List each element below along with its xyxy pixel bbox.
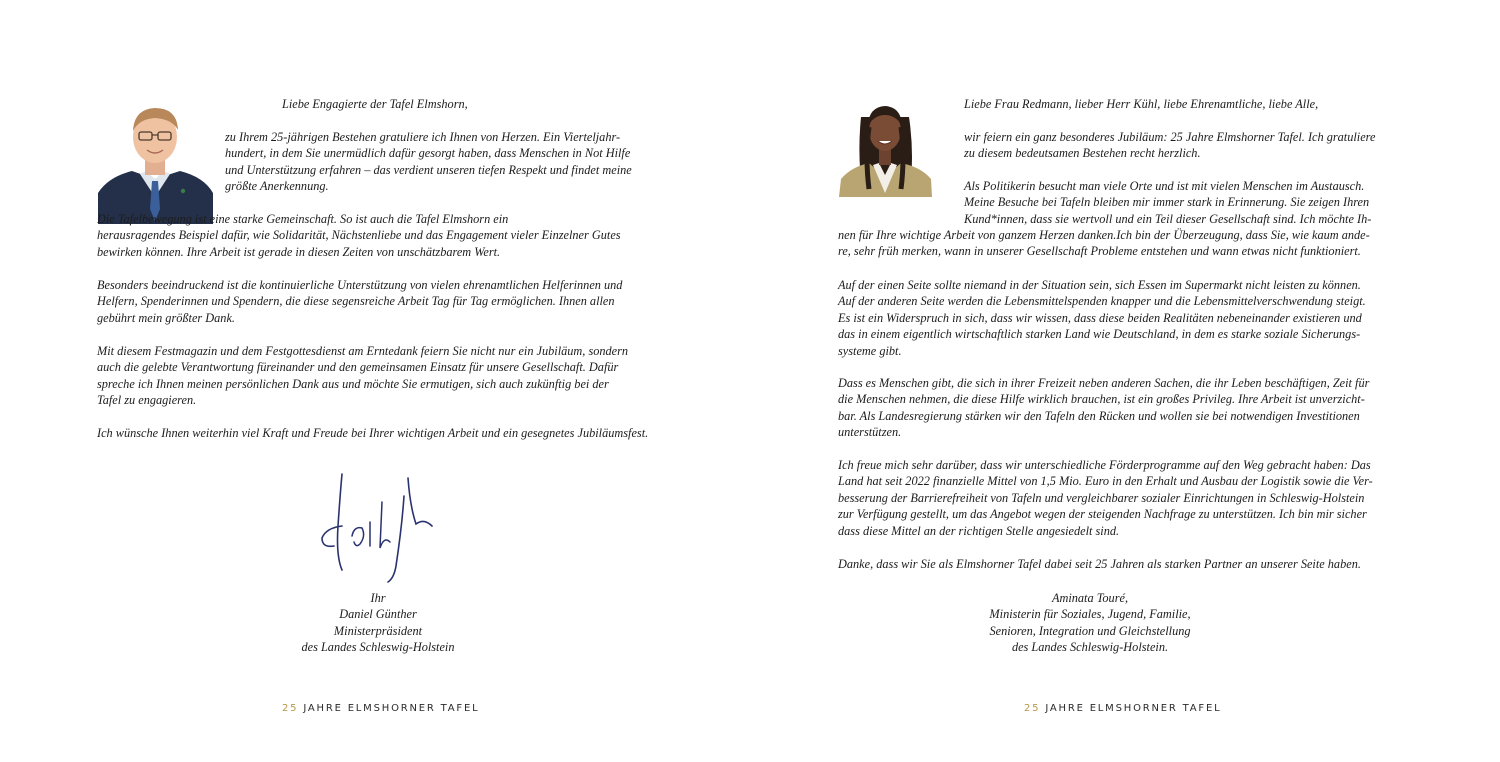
body-paragraph: Danke, dass wir Sie als Elmshorner Tafel dabei seit 25 Jahren als starken Partner an unserer Seite haben. <box>838 557 1361 571</box>
body-paragraph: Auf der einen Seite sollte niemand in der Situation sein, sich Essen im Supermarkt nicht leisten zu können. Auf der anderen Seite werden die Lebensmittelspenden knapper und die Lebensmittelverschwendung steigt. Es ist ein Widerspruch in sich, dass wir wissen, dass diese beiden Realitäten nebeneinander existieren und das in einem eigentlich wirtschaftlich starken Land wie Deutschland, in dem es starke soziale Sicherungs- systeme gibt. <box>838 278 1366 358</box>
body-paragraph: wir feiern ein ganz besonderes Jubiläum: 25 Jahre Elmshorner Tafel. Ich gratuliere zu diesem bedeutsamen Bestehen recht herzlich. <box>964 130 1376 161</box>
closing-block <box>228 590 528 656</box>
footer-number: 25 <box>1024 703 1041 714</box>
portrait-photo-aminata-toure <box>839 97 932 197</box>
body-paragraph: nen für Ihre wichtige Arbeit von ganzem Herzen danken.Ich bin der Überzeugung, dass Sie, wie kaum ande- re, sehr früh merken, wann in unserer Gesellschaft Probleme entstehen und wann etwas nicht funktioniert. <box>838 228 1370 259</box>
page-footer <box>282 703 479 714</box>
signatory-name: Daniel Günther <box>339 607 417 622</box>
body-paragraph: Ich wünsche Ihnen weiterhin viel Kraft und Freude bei Ihrer wichtigen Arbeit und ein gesegnetes Jubiläumsfest. <box>97 426 649 440</box>
body-paragraph: Dass es Menschen gibt, die sich in ihrer Freizeit neben anderen Sachen, die ihr Leben beschäftigen, Zeit für die Menschen nehmen, die diese Hilfe wirklich brauchen, ist ein großes Privileg. Ihre Arbeit ist unverzicht- bar. Als Landesregierung stärken wir den Tafeln den Rücken und wollen sie bei notwendigen Investitionen unterstützen. <box>838 376 1370 440</box>
body-paragraph: zu Ihrem 25-jährigen Bestehen gratuliere ich Ihnen von Herzen. Ein Vierteljahr- hundert, in dem Sie unermüdlich dafür gesorgt haben, dass Menschen in Not Hilfe und Unterstützung erfahren – das verdient unseren tiefen Respekt und findet meine größte Anerkennung. <box>225 130 632 194</box>
handwritten-signature <box>312 466 452 586</box>
footer-text: JAHRE ELMSHORNER TAFEL <box>303 703 480 714</box>
signatory-institution: des Landes Schleswig-Holstein <box>301 640 455 655</box>
portrait-photo-daniel-guenther <box>98 97 213 224</box>
signatory-title: Senioren, Integration und Gleichstellung <box>989 623 1191 638</box>
right-page <box>750 0 1500 762</box>
signatory-name: Aminata Touré, <box>1051 591 1129 605</box>
body-paragraph: Mit diesem Festmagazin und dem Festgottesdienst am Erntedank feiern Sie nicht nur ein Jubiläum, sondern auch die gelebte Verantwortung füreinander und den gemeinsamen Einsatz für unsere Gesellschaft. Dafür spreche ich Ihnen meinen persönlichen Dank aus und möchte Sie ermutigen, sich auch zukünftig bei der Tafel zu engagieren. <box>97 344 629 408</box>
salutation: Liebe Frau Redmann, lieber Herr Kühl, liebe Ehrenamtliche, liebe Alle, <box>964 97 1319 111</box>
body-paragraph: Besonders beeindruckend ist die kontinuierliche Unterstützung von vielen ehrenamtlichen Helferinnen und Helfern, Spenderinnen und Spendern, die diese segensreiche Arbeit Tag für Tag ermöglichen. Ihnen allen gebührt mein größter Dank. <box>97 278 623 325</box>
salutation: Liebe Engagierte der Tafel Elmshorn, <box>282 97 468 111</box>
closing-block <box>940 590 1240 656</box>
footer-number: 25 <box>282 703 299 714</box>
signatory-title: Ministerpräsident <box>333 623 423 638</box>
signatory-institution: des Landes Schleswig-Holstein. <box>1011 640 1169 655</box>
body-paragraph: Ich freue mich sehr darüber, dass wir unterschiedliche Förderprogramme auf den Weg gebracht haben: Das Land hat seit 2022 finanzielle Mittel von 1,5 Mio. Euro in den Erhalt und Ausbau der Logistik sowie die Ver- besserung der Barrierefreiheit von Tafeln und vergleichbarer sozialer Einrichtungen in Schleswig-Holstein zur Verfügung gestellt, um das Angebot wegen der steigenden Nachfrage zu unterstützen. Ich bin mir sicher dass diese Mittel an der richtigen Stelle angesiedelt sind. <box>838 458 1373 538</box>
signatory-title: Ministerin für Soziales, Jugend, Familie, <box>989 607 1191 622</box>
closing-line: Ihr <box>370 591 386 605</box>
body-paragraph: Die Tafelbewegung ist eine starke Gemeinschaft. So ist auch die Tafel Elmshorn ein herausragendes Beispiel dafür, wie Solidarität, Nächstenliebe und das Engagement vieler Einzelner Gutes bewirken können. Ihre Arbeit ist gerade in diesen Zeiten von unschätzbarem Wert. <box>97 212 621 259</box>
body-paragraph: Als Politikerin besucht man viele Orte und ist mit vielen Menschen im Austausch. Meine Besuche bei Tafeln bleiben mir immer stark in Erinnerung. Sie zeigen Ihren Kund*innen, dass sie wertvoll und ein Teil dieser Gesellschaft sind. Ich möchte Ih- <box>964 179 1372 226</box>
footer-text: JAHRE ELMSHORNER TAFEL <box>1045 703 1222 714</box>
page-footer <box>1024 703 1221 714</box>
